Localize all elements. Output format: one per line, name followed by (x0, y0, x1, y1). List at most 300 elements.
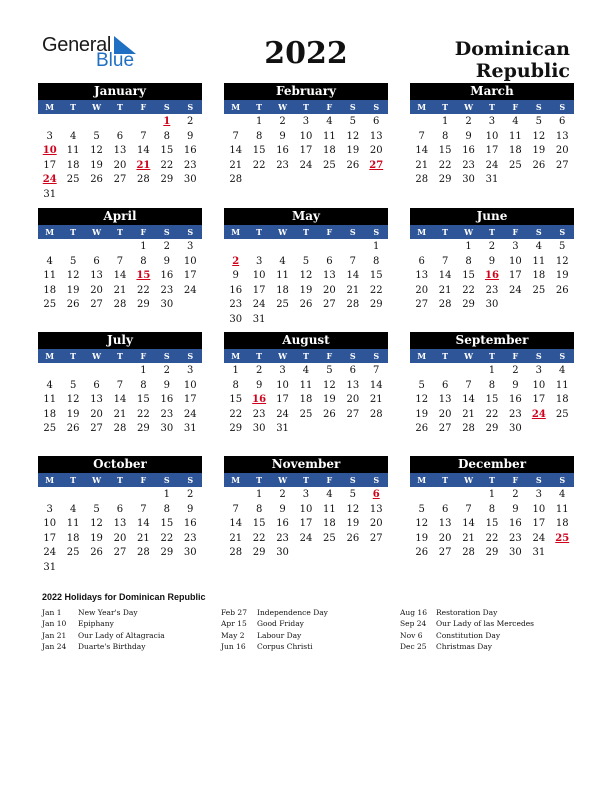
calendar-day: 29 (369, 299, 383, 311)
holiday-entry-name: Labour Day (257, 630, 302, 640)
calendar-day: 24 (485, 159, 499, 171)
weekday-label: F (512, 475, 519, 485)
calendar-day: 4 (69, 503, 77, 515)
calendar-day: 16 (276, 518, 289, 530)
holiday-date: 1 (163, 116, 171, 127)
weekday-label: M (231, 351, 241, 361)
calendar-day: 28 (415, 174, 429, 186)
calendar-day: 8 (488, 379, 496, 391)
calendar-day: 11 (323, 130, 336, 142)
empty-cell (410, 240, 433, 255)
weekday-label: F (140, 351, 147, 361)
calendar-day: 9 (232, 270, 239, 282)
weekday-label: T (442, 102, 449, 112)
calendar-day: 16 (229, 284, 243, 296)
calendar-day: 30 (183, 547, 197, 559)
weekday-label: S (163, 351, 170, 361)
empty-cell (61, 115, 84, 130)
calendar-day: 17 (183, 270, 197, 282)
calendar-day: 14 (229, 145, 243, 157)
calendar-day: 10 (532, 503, 546, 515)
calendar-day: 16 (462, 145, 475, 157)
calendar-day: 31 (183, 423, 197, 435)
calendar-day: 29 (229, 423, 243, 435)
calendar-day: 1 (140, 365, 147, 376)
calendar-day: 7 (373, 365, 380, 376)
calendar-day: 1 (163, 489, 170, 500)
calendar-day: 27 (113, 174, 127, 186)
empty-cell (224, 115, 247, 130)
month-july (38, 332, 202, 437)
weekday-label: S (163, 475, 170, 485)
holiday-column (400, 607, 534, 652)
calendar-day: 20 (113, 532, 127, 544)
day-grid (38, 488, 202, 576)
calendar-day: 17 (299, 145, 313, 157)
month-april (38, 208, 202, 313)
day-grid (410, 115, 574, 188)
weekday-header-row (224, 100, 388, 114)
logo-text-blue: Blue (96, 50, 135, 71)
calendar-day: 2 (512, 365, 519, 376)
calendar-day: 18 (509, 145, 522, 157)
calendar-day: 1 (441, 116, 449, 127)
holiday-column (42, 607, 165, 652)
calendar-day: 22 (485, 532, 499, 544)
calendar-day: 5 (69, 379, 77, 391)
weekday-label: T (489, 351, 495, 361)
calendar-day: 11 (43, 394, 57, 406)
month-header: November (224, 456, 388, 473)
weekday-label: T (70, 351, 77, 361)
calendar-day: 20 (113, 159, 127, 171)
empty-cell (38, 488, 61, 503)
country-name (455, 38, 570, 82)
calendar-day: 24 (252, 299, 266, 311)
weekday-label: T (303, 351, 309, 361)
month-header: August (224, 332, 388, 349)
calendar-day: 24 (299, 532, 313, 544)
calendar-day: 22 (160, 532, 174, 544)
logo-text-general: General (42, 34, 112, 56)
calendar-day: 11 (509, 130, 522, 142)
calendar-day: 20 (438, 408, 452, 420)
calendar-day: 5 (93, 503, 100, 515)
holiday-entry-date: Jan 21 (42, 630, 67, 640)
calendar-day: 10 (252, 270, 266, 282)
calendar-day: 6 (349, 365, 356, 376)
calendar-day: 28 (462, 423, 475, 435)
calendar-day: 10 (509, 255, 522, 267)
weekday-label: T (303, 102, 309, 112)
calendar-day: 9 (187, 130, 194, 142)
day-grid (224, 115, 388, 188)
calendar-day: 12 (346, 503, 360, 515)
calendar-day: 19 (555, 270, 569, 282)
holiday-entry-name: Good Friday (257, 619, 304, 629)
holiday-entry (400, 641, 534, 652)
empty-cell (85, 488, 108, 503)
calendar-day: 12 (90, 518, 103, 530)
calendar-day: 6 (418, 255, 425, 267)
weekday-header-row (38, 349, 202, 363)
calendar-day: 15 (160, 145, 174, 157)
calendar-day: 16 (160, 270, 174, 282)
calendar-day: 7 (140, 130, 147, 142)
calendar-day: 17 (532, 394, 546, 406)
weekday-label: W (92, 351, 102, 361)
weekday-label: W (278, 475, 288, 485)
weekday-label: S (559, 475, 566, 485)
calendar-day: 26 (415, 547, 429, 559)
calendar-day: 24 (276, 408, 289, 420)
weekday-label: S (535, 475, 542, 485)
calendar-day: 3 (46, 503, 53, 515)
calendar-day: 21 (113, 284, 127, 296)
calendar-day: 3 (488, 116, 496, 127)
calendar-day: 14 (415, 145, 429, 157)
weekday-label: S (559, 351, 566, 361)
empty-cell (318, 240, 341, 255)
calendar-day: 3 (302, 489, 310, 500)
country-line-2: Republic (475, 60, 570, 82)
weekday-label: T (256, 102, 263, 112)
weekday-label: S (349, 102, 356, 112)
month-june (410, 208, 574, 313)
day-grid (224, 488, 388, 561)
calendar-day: 4 (69, 130, 77, 142)
holiday-entry-date: Dec 25 (400, 641, 427, 651)
calendar-day: 26 (532, 159, 546, 171)
calendar-day: 13 (113, 518, 127, 530)
weekday-label: M (417, 475, 427, 485)
calendar-day: 11 (43, 270, 57, 282)
empty-cell (247, 240, 270, 255)
empty-cell (108, 488, 131, 503)
holiday-entry-name: Epiphany (78, 619, 114, 629)
calendar-day: 4 (46, 255, 53, 267)
calendar-day: 14 (438, 270, 452, 282)
holiday-entry-name: Our Lady of las Mercedes (436, 619, 535, 629)
holiday-entry-date: May 2 (221, 630, 245, 640)
calendar-day: 19 (532, 145, 546, 157)
calendar-day: 17 (43, 159, 57, 171)
calendar-day: 18 (323, 145, 336, 157)
calendar-day: 16 (183, 145, 197, 157)
calendar-day: 23 (229, 299, 243, 311)
calendar-day: 3 (187, 365, 194, 376)
calendar-day: 5 (326, 365, 333, 376)
calendar-day: 3 (535, 365, 542, 376)
weekday-label: W (92, 102, 102, 112)
holiday-entry (42, 641, 165, 652)
holiday-entry-date: Jan 24 (42, 641, 67, 651)
weekday-label: F (512, 351, 519, 361)
calendar-day: 31 (43, 561, 57, 573)
weekday-label: T (117, 475, 123, 485)
weekday-label: T (256, 351, 263, 361)
weekday-label: T (70, 475, 77, 485)
month-august (224, 332, 388, 437)
weekday-label: S (187, 227, 194, 237)
weekday-header-row (410, 473, 574, 487)
holiday-date: 2 (232, 255, 240, 267)
weekday-label: S (535, 227, 542, 237)
calendar-day: 27 (555, 159, 569, 171)
calendar-day: 8 (140, 379, 147, 391)
calendar-day: 18 (555, 518, 569, 530)
holiday-entry-name: Corpus Christi (257, 641, 313, 651)
calendar-day: 20 (90, 408, 103, 420)
weekday-header-row (38, 100, 202, 114)
weekday-label: S (163, 227, 170, 237)
calendar-day: 28 (113, 423, 127, 435)
day-grid (224, 240, 388, 328)
calendar-day: 21 (462, 408, 475, 420)
weekday-label: S (373, 351, 380, 361)
calendar-day: 28 (438, 299, 452, 311)
holiday-entry-date: Feb 27 (221, 608, 247, 617)
month-march (410, 83, 574, 188)
calendar-day: 9 (512, 379, 519, 391)
calendar-day: 17 (43, 532, 57, 544)
calendar-day: 11 (555, 503, 569, 515)
calendar-day: 16 (160, 394, 174, 406)
holiday-entry-date: Aug 16 (400, 608, 427, 617)
holiday-date: 15 (136, 270, 151, 282)
calendar-day: 5 (93, 130, 100, 142)
empty-cell (61, 488, 84, 503)
weekday-label: F (140, 227, 147, 237)
calendar-day: 15 (252, 145, 266, 157)
calendar-day: 4 (279, 255, 286, 267)
weekday-label: T (442, 351, 449, 361)
holiday-entry-name: Christmas Day (436, 641, 492, 651)
calendar-day: 9 (255, 379, 263, 391)
calendar-day: 25 (43, 299, 57, 311)
calendar-day: 28 (369, 408, 383, 420)
calendar-day: 31 (252, 313, 266, 325)
weekday-label: W (278, 102, 288, 112)
holiday-date: 10 (42, 145, 57, 157)
weekday-label: M (45, 102, 55, 112)
calendar-day: 2 (163, 365, 170, 376)
calendar-day: 4 (512, 116, 519, 127)
weekday-header-row (410, 225, 574, 239)
calendar-day: 22 (137, 408, 150, 420)
empty-cell (457, 488, 480, 503)
holiday-entry-date: Sep 24 (400, 619, 427, 629)
month-header: February (224, 83, 388, 100)
calendar-day: 28 (229, 547, 243, 559)
calendar-day: 1 (255, 489, 263, 500)
calendar-day: 30 (276, 547, 289, 559)
weekday-label: M (231, 102, 241, 112)
calendar-day: 23 (485, 284, 499, 296)
calendar-day: 17 (252, 284, 266, 296)
calendar-day: 15 (369, 270, 383, 282)
calendar-day: 16 (276, 145, 289, 157)
calendar-day: 15 (462, 270, 475, 282)
calendar-day: 9 (163, 379, 170, 391)
calendar-day: 7 (349, 255, 356, 267)
weekday-label: W (464, 227, 474, 237)
weekday-label: T (70, 227, 77, 237)
calendar-day: 3 (302, 116, 310, 127)
calendar-day: 27 (369, 532, 383, 544)
calendar-day: 29 (485, 547, 499, 559)
calendar-day: 23 (160, 284, 174, 296)
calendar-day: 7 (465, 503, 472, 515)
weekday-label: S (373, 102, 380, 112)
weekday-label: T (303, 227, 309, 237)
calendar-day: 19 (415, 532, 429, 544)
weekday-label: T (256, 227, 263, 237)
calendar-day: 31 (485, 174, 499, 186)
weekday-label: S (373, 475, 380, 485)
calendar-day: 26 (555, 284, 569, 296)
empty-cell (433, 240, 456, 255)
calendar-day: 8 (441, 130, 449, 142)
weekday-label: S (163, 102, 170, 112)
calendar-day: 18 (66, 159, 80, 171)
calendar-day: 2 (255, 365, 263, 376)
calendar-day: 7 (232, 503, 239, 515)
calendar-day: 28 (137, 174, 150, 186)
calendar-day: 13 (438, 518, 452, 530)
calendar-day: 4 (559, 489, 566, 500)
calendar-day: 5 (349, 489, 356, 500)
weekday-header-row (224, 473, 388, 487)
calendar-day: 17 (532, 518, 546, 530)
calendar-day: 15 (137, 394, 150, 406)
calendar-day: 13 (555, 130, 569, 142)
calendar-day: 26 (90, 547, 103, 559)
calendar-day: 6 (116, 503, 124, 515)
empty-cell (61, 364, 84, 379)
calendar-day: 15 (485, 394, 499, 406)
calendar-day: 8 (232, 379, 239, 391)
calendar-day: 13 (369, 130, 383, 142)
calendar-day: 25 (66, 174, 80, 186)
month-february (224, 83, 388, 188)
calendar-day: 21 (369, 394, 383, 406)
calendar-day: 11 (532, 255, 546, 267)
calendar-day: 11 (323, 503, 336, 515)
holiday-entry-date: Apr 15 (221, 619, 247, 629)
holidays-title: 2022 Holidays for Dominican Republic (42, 592, 206, 602)
calendar-day: 14 (462, 518, 475, 530)
empty-cell (108, 364, 131, 379)
calendar-day: 8 (488, 503, 496, 515)
calendar-day: 21 (415, 159, 429, 171)
calendar-day: 8 (465, 255, 472, 267)
calendar-day: 27 (438, 423, 452, 435)
calendar-day: 21 (346, 284, 360, 296)
calendar-day: 16 (509, 394, 522, 406)
day-grid (38, 240, 202, 313)
calendar-day: 13 (415, 270, 429, 282)
day-grid (410, 364, 574, 437)
weekday-label: S (535, 102, 542, 112)
calendar-day: 5 (559, 241, 566, 252)
calendar-day: 10 (43, 518, 57, 530)
calendar-day: 13 (90, 394, 103, 406)
calendar-day: 3 (187, 241, 194, 252)
empty-cell (341, 240, 364, 255)
month-header: January (38, 83, 202, 100)
calendar-day: 6 (559, 116, 566, 127)
calendar-day: 4 (326, 116, 333, 127)
month-header: May (224, 208, 388, 225)
calendar-day: 2 (163, 241, 170, 252)
calendar-day: 11 (299, 379, 313, 391)
calendar-day: 20 (555, 145, 569, 157)
holiday-date: 6 (372, 489, 380, 500)
calendar-day: 13 (113, 145, 127, 157)
weekday-label: F (512, 227, 519, 237)
calendar-day: 26 (323, 408, 336, 420)
calendar-day: 11 (276, 270, 289, 282)
calendar-day: 19 (415, 408, 429, 420)
holiday-entry-name: New Year's Day (78, 608, 138, 617)
weekday-label: S (349, 227, 356, 237)
calendar-day: 2 (465, 116, 472, 127)
calendar-day: 6 (93, 255, 100, 267)
calendar-day: 28 (137, 547, 150, 559)
calendar-day: 6 (116, 130, 124, 142)
weekday-label: T (117, 227, 123, 237)
calendar-day: 8 (163, 130, 170, 142)
calendar-day: 9 (465, 130, 472, 142)
calendar-day: 8 (140, 255, 147, 267)
calendar-day: 22 (229, 408, 243, 420)
calendar-day: 9 (488, 255, 496, 267)
weekday-label: S (349, 351, 356, 361)
holiday-entry-date: Jan 1 (42, 608, 62, 617)
calendar-day: 7 (465, 379, 472, 391)
calendar-day: 17 (299, 518, 313, 530)
calendar-day: 9 (163, 255, 170, 267)
calendar-day: 24 (532, 532, 546, 544)
holiday-entry-name: Constitution Day (436, 630, 501, 640)
calendar-day: 10 (532, 379, 546, 391)
calendar-day: 22 (438, 159, 452, 171)
holiday-column (221, 607, 328, 652)
calendar-day: 14 (229, 518, 243, 530)
calendar-day: 27 (90, 423, 103, 435)
calendar-day: 23 (183, 532, 197, 544)
calendar-day: 7 (418, 130, 425, 142)
calendar-day: 29 (137, 299, 150, 311)
calendar-day: 11 (66, 145, 80, 157)
weekday-label: W (464, 351, 474, 361)
calendar-day: 15 (438, 145, 452, 157)
calendar-day: 25 (555, 408, 569, 420)
calendar-day: 1 (232, 365, 239, 376)
holiday-entry (221, 630, 328, 641)
calendar-day: 18 (323, 518, 336, 530)
weekday-label: T (303, 475, 309, 485)
holiday-entry-date: Jan 10 (42, 619, 67, 629)
empty-cell (38, 115, 61, 130)
calendar-day: 18 (299, 394, 313, 406)
calendar-day: 2 (512, 489, 519, 500)
calendar-day: 19 (346, 518, 360, 530)
calendar-day: 15 (485, 518, 499, 530)
calendar-day: 30 (160, 299, 174, 311)
calendar-day: 25 (276, 299, 289, 311)
